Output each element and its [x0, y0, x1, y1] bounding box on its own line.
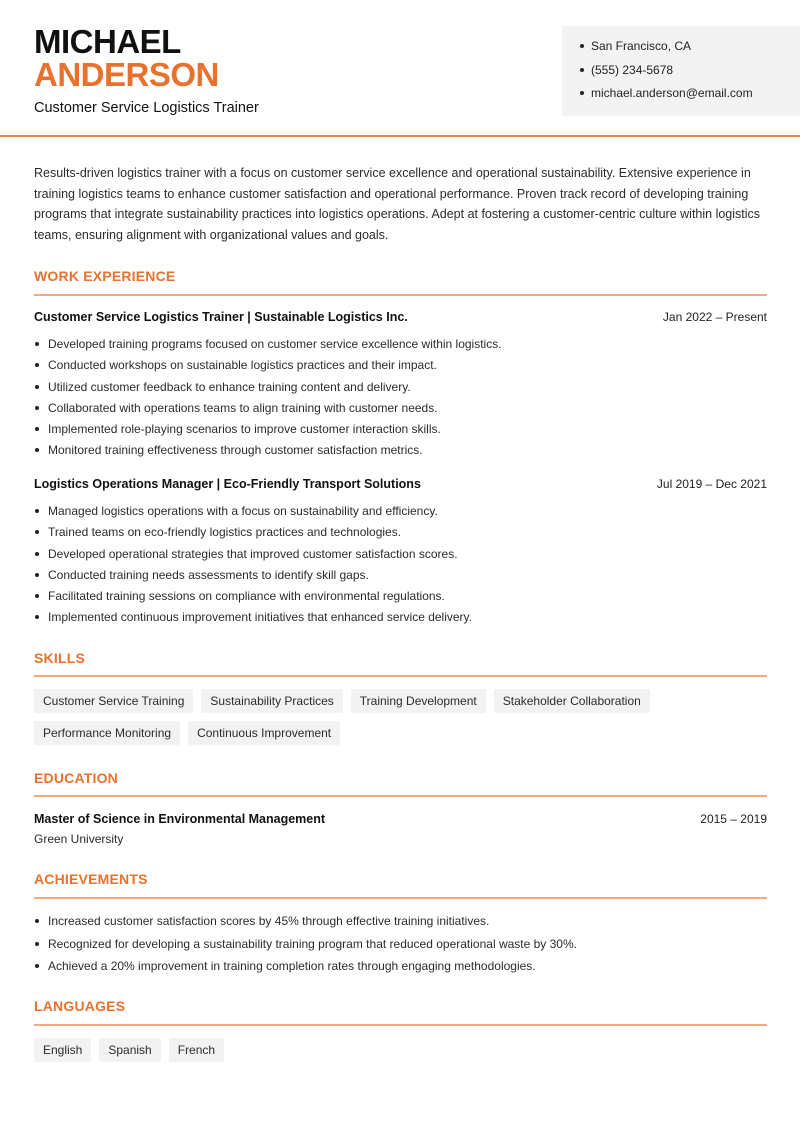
bullet-icon	[580, 68, 584, 72]
section-divider	[34, 795, 767, 797]
education-dates: 2015 – 2019	[700, 812, 767, 826]
list-item	[34, 567, 767, 588]
achievements-section	[34, 871, 767, 973]
skill-chip: Performance Monitoring	[34, 721, 180, 745]
language-chip: Spanish	[99, 1038, 160, 1062]
language-chip: English	[34, 1038, 91, 1062]
education-section	[34, 770, 767, 846]
bullet-icon	[35, 615, 39, 619]
list-item	[34, 442, 767, 463]
section-title-languages: LANGUAGES	[34, 998, 126, 1014]
bullet-icon	[580, 91, 584, 95]
bullet-icon	[35, 363, 39, 367]
list-item-text: Trained teams on eco-friendly logistics practices and technologies.	[48, 525, 402, 540]
job-dates: Jan 2022 – Present	[662, 310, 767, 324]
bullet-icon	[35, 919, 39, 923]
contact-email	[580, 85, 800, 109]
skill-chip: Continuous Improvement	[188, 721, 340, 745]
resume-header	[0, 0, 800, 137]
bullet-icon	[35, 573, 39, 577]
bullet-icon	[35, 448, 39, 452]
job-role: Logistics Operations Manager | Eco-Friendly Transport Solutions	[34, 477, 421, 491]
list-item	[34, 913, 767, 936]
job-title: Customer Service Logistics Trainer	[34, 100, 259, 116]
professional-summary: Results-driven logistics trainer with a focus on customer service excellence and operational sustainability. Extensive experience in training logistics teams to enhance customer satisfaction and operational performance. Proven track record of developing training programs that integrate sustainability practices into logistics operations. Adept at fostering a customer-centric culture within logistics teams, ensuring alignment with organizational values and goals.	[34, 166, 761, 243]
last-name: ANDERSON	[34, 56, 219, 93]
school-name: Green University	[34, 832, 124, 846]
list-item	[34, 421, 767, 442]
first-name: MICHAEL	[34, 23, 181, 60]
languages-section	[34, 998, 767, 1057]
list-item	[34, 400, 767, 421]
list-item-text: Conducted training needs assessments to identify skill gaps.	[48, 567, 369, 582]
bullet-icon	[35, 342, 39, 346]
list-item-text: Facilitated training sessions on compliance with environmental regulations.	[48, 589, 445, 604]
list-item-text: Monitored training effectiveness through customer satisfaction metrics.	[48, 443, 423, 458]
list-item	[34, 503, 767, 524]
list-item-text: Implemented role-playing scenarios to improve customer interaction skills.	[48, 422, 441, 437]
list-item	[34, 936, 767, 959]
section-divider	[34, 675, 767, 677]
degree: Master of Science in Environmental Management	[34, 812, 326, 826]
list-item-text: Developed training programs focused on customer service excellence within logistics.	[48, 337, 502, 351]
list-item	[34, 588, 767, 609]
list-item	[34, 524, 767, 545]
bullet-icon	[35, 509, 39, 513]
bullet-icon	[35, 594, 39, 598]
list-item-text: Utilized customer feedback to enhance training content and delivery.	[48, 379, 411, 394]
bullet-icon	[35, 385, 39, 389]
skills-list	[34, 689, 767, 745]
bullet-icon	[35, 942, 39, 946]
section-title-achievements: ACHIEVEMENTS	[34, 871, 148, 887]
bullet-icon	[35, 552, 39, 556]
skills-section	[34, 650, 767, 740]
skill-chip: Customer Service Training	[34, 689, 193, 713]
list-item-text: Collaborated with operations teams to align training with customer needs.	[48, 400, 438, 415]
list-item	[34, 958, 767, 981]
contact-location-text: San Francisco, CA	[591, 39, 692, 53]
contact-phone	[580, 62, 800, 86]
bullet-icon	[35, 964, 39, 968]
contact-location	[580, 38, 800, 62]
list-item	[34, 609, 767, 630]
section-title-skills: SKILLS	[34, 650, 85, 666]
list-item	[34, 546, 767, 567]
bullet-icon	[35, 530, 39, 534]
contact-email-text: michael.anderson@email.com	[591, 86, 753, 100]
language-chip: French	[169, 1038, 224, 1062]
section-divider	[34, 1024, 767, 1026]
job-header	[34, 477, 767, 491]
section-divider	[34, 294, 767, 296]
list-item-text: Conducted workshops on sustainable logistics practices and their impact.	[48, 358, 437, 373]
languages-list	[34, 1038, 767, 1062]
section-title-work: WORK EXPERIENCE	[34, 268, 176, 284]
list-item-text: Increased customer satisfaction scores by 45% through effective training initiatives.	[48, 914, 490, 928]
bullet-icon	[35, 406, 39, 410]
skill-chip: Stakeholder Collaboration	[494, 689, 650, 713]
job-bullets	[34, 336, 767, 464]
job-dates: Jul 2019 – Dec 2021	[656, 477, 767, 491]
job-bullets	[34, 503, 767, 631]
bullet-icon	[580, 44, 584, 48]
list-item-text: Managed logistics operations with a focus on sustainability and efficiency.	[48, 504, 438, 518]
contact-phone-text: (555) 234-5678	[591, 62, 674, 77]
list-item-text: Developed operational strategies that improved customer satisfaction scores.	[48, 546, 458, 561]
bullet-icon	[35, 427, 39, 431]
list-item	[34, 336, 767, 357]
skill-chip: Sustainability Practices	[201, 689, 342, 713]
education-header	[34, 812, 767, 826]
list-item	[34, 379, 767, 400]
job-header	[34, 310, 767, 324]
list-item-text: Implemented continuous improvement initiatives that enhanced service delivery.	[48, 610, 472, 625]
list-item-text: Achieved a 20% improvement in training completion rates through engaging methodologies.	[48, 959, 536, 973]
contact-box	[562, 26, 800, 116]
list-item	[34, 357, 767, 378]
achievements-list	[34, 913, 767, 981]
section-title-education: EDUCATION	[34, 770, 118, 786]
section-divider	[34, 897, 767, 899]
skill-chip: Training Development	[351, 689, 486, 713]
list-item-text: Recognized for developing a sustainability training program that reduced operational waste by 30%.	[48, 936, 577, 951]
job-role: Customer Service Logistics Trainer | Sustainable Logistics Inc.	[34, 310, 408, 324]
work-experience-section	[34, 268, 767, 625]
